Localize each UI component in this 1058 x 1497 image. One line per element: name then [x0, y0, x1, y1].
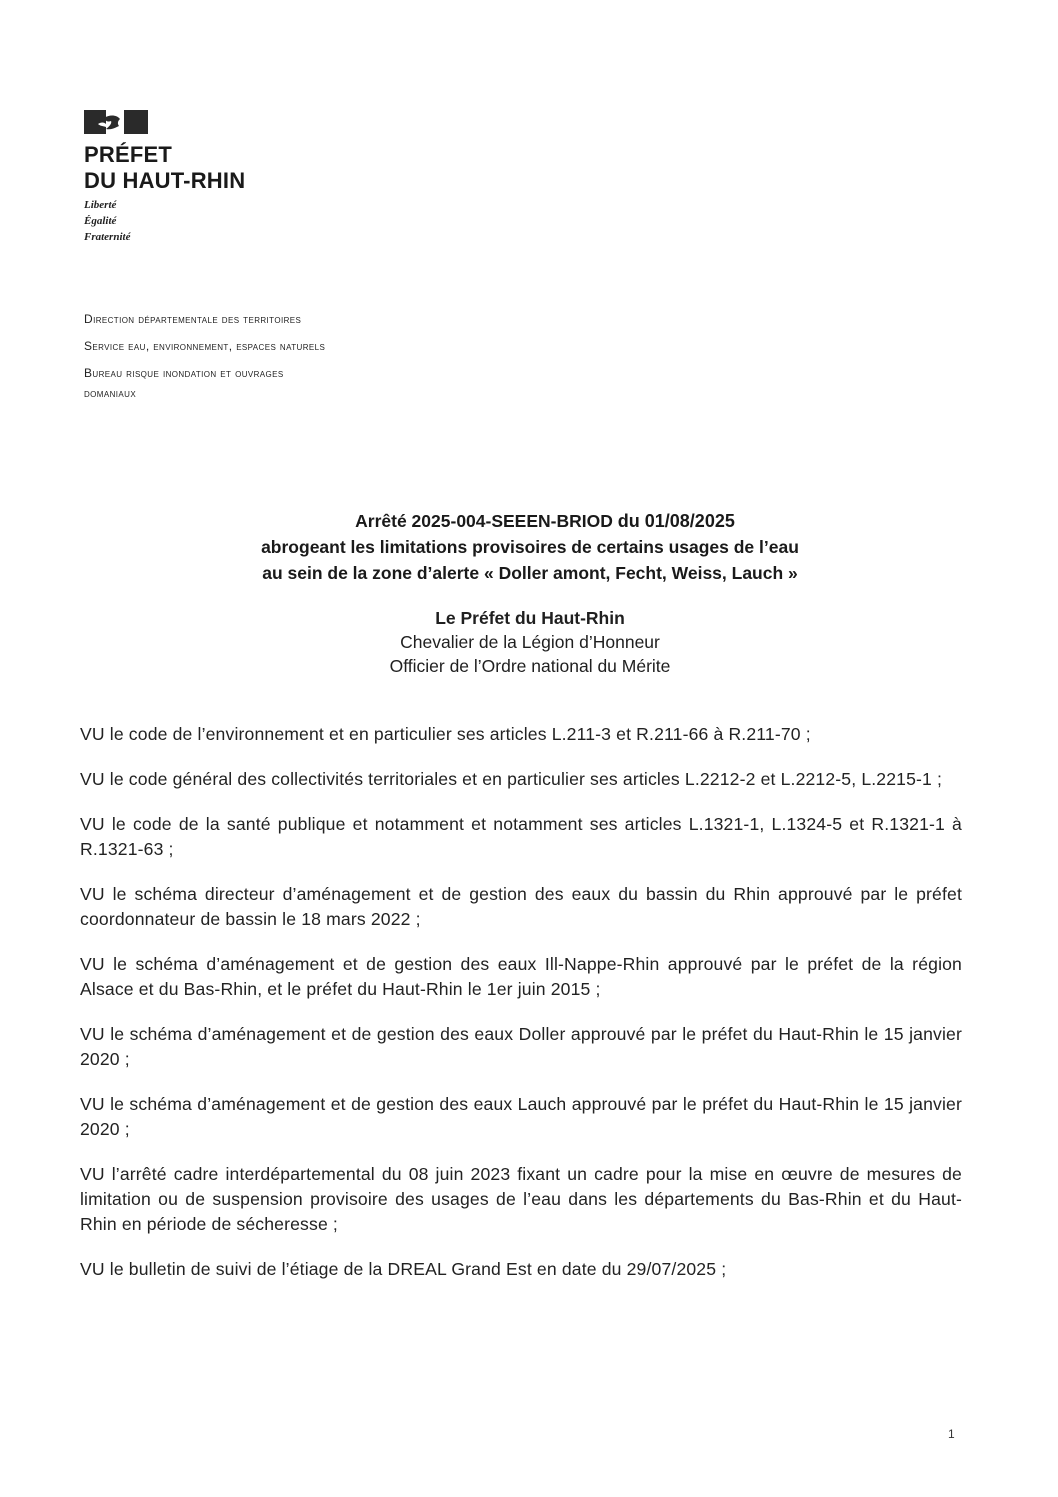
- consideration-item: VU le schéma d’aménagement et de gestion des eaux Doller approuvé par le préfet du Haut-Rhin le 15 janvier 2020 ;: [80, 1024, 962, 1069]
- service-bureau-line-1: Bureau risque inondation et ouvrages: [84, 366, 284, 380]
- prefet-signatory: [150, 606, 910, 678]
- service-name: Service eau, environnement, espaces naturels: [84, 339, 326, 353]
- consideration-item: VU le schéma d’aménagement et de gestion des eaux Ill-Nappe-Rhin approuvé par le préfet de la région Alsace et du Bas-Rhin, et le préfet du Haut-Rhin le 1er juin 2015 ;: [80, 954, 962, 999]
- arrete-title-line-1: [150, 508, 910, 534]
- prefet-line-2: DU HAUT-RHIN: [84, 168, 246, 193]
- prefet-title-1: Chevalier de la Légion d’Honneur: [400, 632, 660, 652]
- motto-fraternite: Fraternité: [84, 231, 131, 243]
- prefet-line-1: PRÉFET: [84, 142, 172, 167]
- marianne-logo-icon: [84, 110, 148, 134]
- arrete-title-line-2: abrogeant les limitations provisoires de certains usages de l’eau: [261, 537, 799, 557]
- arrete-title: [150, 508, 910, 586]
- page-number: 1: [948, 1427, 955, 1441]
- service-bureau-line-2: domaniaux: [84, 386, 137, 400]
- prefet-heading: [84, 142, 245, 194]
- consideration-item: VU le code de la santé publique et notamment et notamment ses articles L.1321-1, L.1324-5 et R.1321-1 à R.1321-63 ;: [80, 814, 962, 859]
- arrete-number: Arrêté 2025-004-SEEEN-BRIOD: [355, 511, 613, 531]
- consideration-item: VU le schéma directeur d’aménagement et de gestion des eaux du bassin du Rhin approuvé par le préfet coordonnateur de bassin le 18 mars 2022 ;: [80, 884, 962, 929]
- prefet-title-2: Officier de l’Ordre national du Mérite: [389, 656, 671, 676]
- motto-liberte: Liberté: [84, 199, 117, 211]
- republic-motto: [84, 197, 130, 245]
- arrete-date: du 01/08/2025: [617, 511, 735, 531]
- prefet-name: Le Préfet du Haut-Rhin: [435, 608, 625, 628]
- motto-egalite: Égalité: [84, 215, 117, 227]
- consideration-item: VU le code de l’environnement et en particulier ses articles L.211-3 et R.211-66 à R.211-70 ;: [80, 724, 811, 744]
- consideration-item: VU le schéma d’aménagement et de gestion des eaux Lauch approuvé par le préfet du Haut-Rhin le 15 janvier 2020 ;: [80, 1094, 962, 1139]
- arrete-title-line-3: au sein de la zone d’alerte « Doller amont, Fecht, Weiss, Lauch »: [262, 563, 798, 583]
- consideration-item: VU le code général des collectivités territoriales et en particulier ses articles L.2212-2 et L.2212-5, L.2215-1 ;: [80, 769, 943, 789]
- considerations-list: [80, 722, 962, 1302]
- consideration-item: VU l’arrêté cadre interdépartemental du 08 juin 2023 fixant un cadre pour la mise en œuvre de mesures de limitation ou de suspension provisoire des usages de l’eau dans les départements du Bas-Rhin et du Haut-Rhin en période de sécheresse ;: [80, 1164, 962, 1234]
- service-block: [84, 312, 325, 400]
- service-direction: Direction départementale des territoires: [84, 312, 302, 326]
- consideration-item: VU le bulletin de suivi de l’étiage de la DREAL Grand Est en date du 29/07/2025 ;: [80, 1259, 727, 1279]
